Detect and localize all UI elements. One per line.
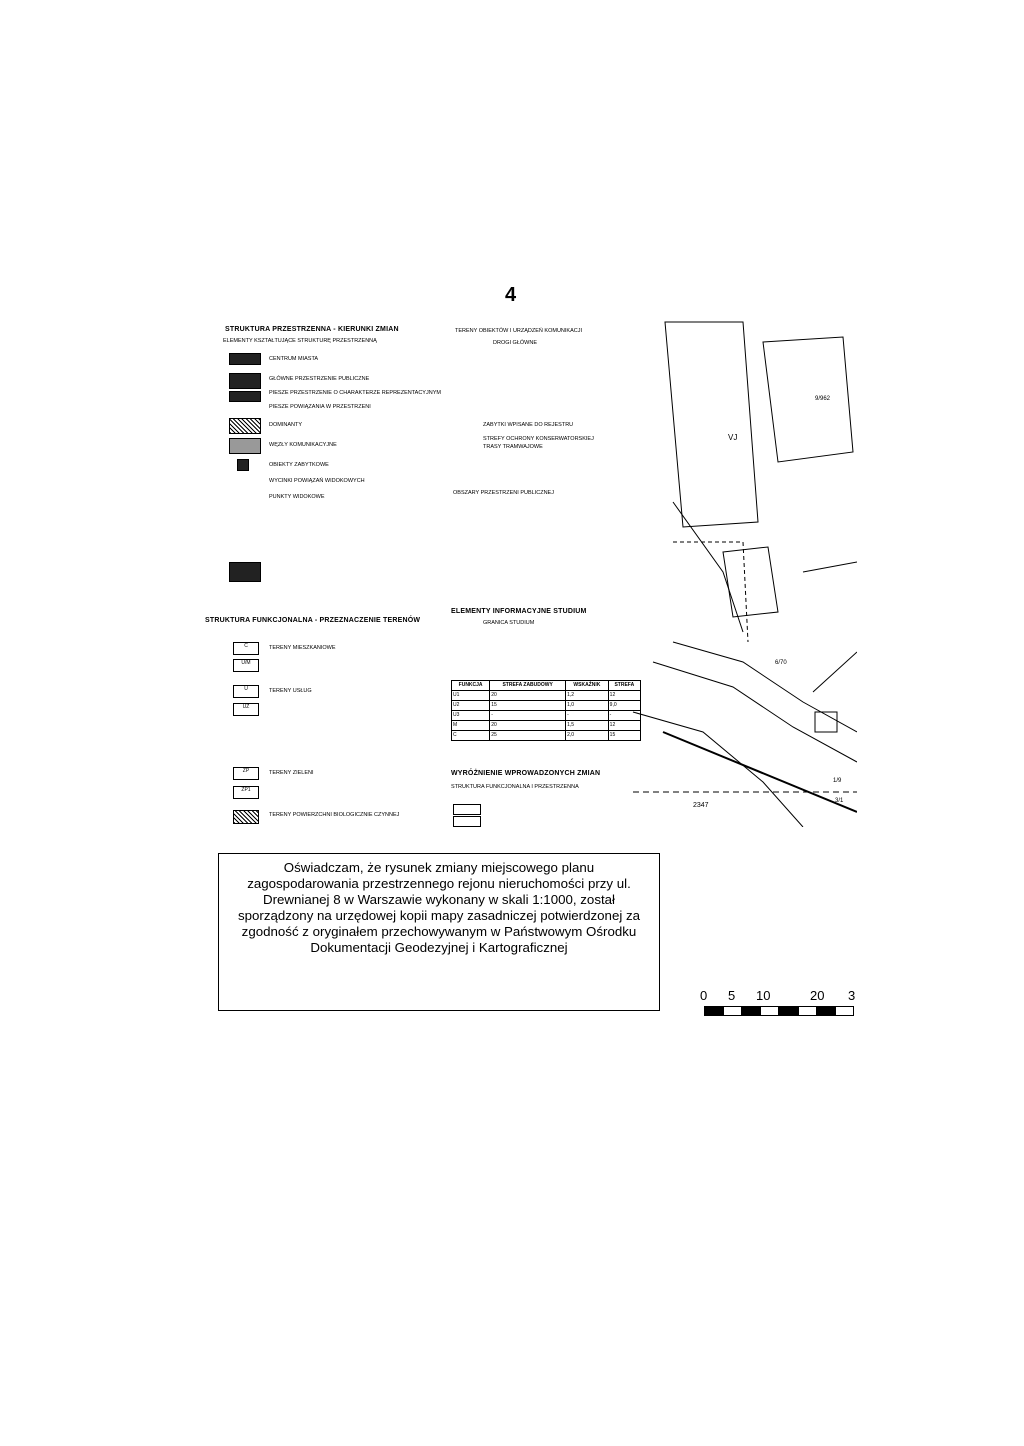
- road-edge: [633, 712, 803, 827]
- plan-sheet: [203, 312, 857, 827]
- legend-symbol: U: [233, 685, 259, 698]
- parcel-line: [803, 562, 857, 572]
- legend-row: TERENY USŁUG: [269, 688, 312, 694]
- parcel-label: VJ: [728, 433, 738, 442]
- scale-segments: [704, 1006, 854, 1016]
- legend-row: TERENY MIESZKANIOWE: [269, 645, 336, 651]
- parcel-label: 1/9: [833, 778, 842, 784]
- statement-text: Oświadczam, że rysunek zmiany miejscowego planu zagospodarowania przestrzennego rejonu nieruchomości przy ul. Drewnianej 8 w Warszawie wykonany w skali 1:1000, został sporządzony na urzędowej kopii mapy zasadniczej potwierdzonej za zgodność z oryginałem przechowywanym w Państwowym Ośrodku Dokumentacji Geodezyjnej i Kartograficznej: [237, 860, 641, 955]
- legend-row: GRANICA STUDIUM: [483, 620, 535, 626]
- page-number: 4: [505, 284, 517, 306]
- legend-row: OBSZARY PRZESTRZENI PUBLICZNEJ: [453, 490, 554, 496]
- legend-row: PIESZE PRZESTRZENIE O CHARAKTERZE REPREZENTACYJNYM: [269, 390, 441, 396]
- legend-title-changes: WYRÓŻNIENIE WPROWADZONYCH ZMIAN: [451, 770, 601, 777]
- legend-row: TRASY TRAMWAJOWE: [483, 444, 543, 450]
- legend-row: PUNKTY WIDOKOWE: [269, 494, 325, 500]
- table-header: STREFA ZABUDOWY: [490, 681, 566, 691]
- table-row: U3 - - -: [452, 711, 641, 721]
- legend-row: ELEMENTY KSZTAŁTUJĄCE STRUKTURĘ PRZESTRZENNĄ: [223, 338, 377, 344]
- parcel-line: [813, 652, 857, 692]
- scale-tick-label: 20: [810, 988, 825, 1003]
- legend-row: WYCINKI POWIĄZAŃ WIDOKOWYCH: [269, 478, 365, 484]
- legend-symbol: C: [233, 642, 259, 655]
- legend-row: CENTRUM MIASTA: [269, 356, 319, 362]
- legend-symbol: ZP: [233, 767, 259, 780]
- legend-row: PIESZE POWIĄZANIA W PRZESTRZENI: [269, 404, 371, 410]
- table-row: U2 15 1,0 9,0: [452, 701, 641, 711]
- legend-row: TERENY ZIELENI: [269, 770, 314, 776]
- parcel-label: 9/962: [815, 396, 831, 402]
- parcel-label: 3/1: [835, 798, 844, 804]
- legend-title-structure: STRUKTURA PRZESTRZENNA - KIERUNKI ZMIAN: [225, 326, 399, 333]
- legend-title-functional: STRUKTURA FUNKCJONALNA - PRZEZNACZENIE TERENÓW: [205, 617, 421, 624]
- table-header: STREFA: [608, 681, 640, 691]
- table-row: M 20 1,5 12: [452, 721, 641, 731]
- legend-row: TERENY OBIEKTÓW I URZĄDZEŃ KOMUNIKACJI: [455, 328, 583, 334]
- legend-symbol: U/M: [233, 659, 259, 672]
- legend-symbol: UZ: [233, 703, 259, 716]
- legend-row: WĘZŁY KOMUNIKACYJNE: [269, 442, 337, 448]
- parcel-line: [673, 542, 748, 642]
- legend-row: OBIEKTY ZABYTKOWE: [269, 462, 329, 468]
- legend-row: DOMINANTY: [269, 422, 302, 428]
- parcel-label: 2347: [693, 802, 709, 809]
- table-row: C 25 2,0 15: [452, 731, 641, 741]
- road-edge: [673, 642, 857, 732]
- legend-row: TERENY POWIERZCHNI BIOLOGICZNIE CZYNNEJ: [269, 812, 400, 818]
- table-row: U1 20 1,2 12: [452, 691, 641, 701]
- building-outline: [723, 547, 778, 617]
- legend-row: ZABYTKI WPISANE DO REJESTRU: [483, 422, 574, 428]
- legend-symbol: ZP1: [233, 786, 259, 799]
- legend-title-info: ELEMENTY INFORMACYJNE STUDIUM: [451, 608, 587, 615]
- road-edge: [663, 732, 857, 812]
- legend-row: STRUKTURA FUNKCJONALNA I PRZESTRZENNA: [451, 784, 579, 790]
- scale-tick-label: 5: [728, 988, 736, 1003]
- legend-row: GŁÓWNE PRZESTRZENIE PUBLICZNE: [269, 376, 370, 382]
- building-outline: [763, 337, 853, 462]
- scale-bar: [700, 988, 860, 1028]
- table-header: WSKAŹNIK: [566, 681, 609, 691]
- scale-tick-label: 10: [756, 988, 771, 1003]
- table-header: FUNKCJA: [452, 681, 490, 691]
- legend-row: DROGI GŁÓWNE: [493, 340, 538, 346]
- scale-tick-label: 0: [700, 988, 708, 1003]
- building-outline: [665, 322, 758, 527]
- scale-tick-label: 3: [848, 988, 856, 1003]
- parcel-label: 6/70: [775, 660, 787, 666]
- certification-statement: [218, 853, 660, 1011]
- cadastral-map: [203, 312, 857, 827]
- legend-row: STREFY OCHRONY KONSERWATORSKIEJ: [483, 436, 594, 442]
